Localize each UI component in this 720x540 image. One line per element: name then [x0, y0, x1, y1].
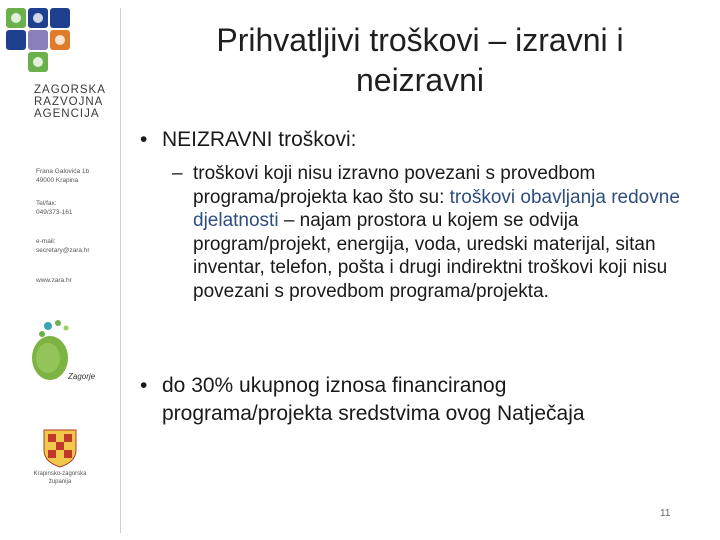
- sidebar-divider: [120, 8, 121, 533]
- sub-text-part-2: – najam prostora u kojem se odvija program/projekt, energija, voda, uredski materijal, sitan inventar, telefon, pošta i drugi indirektni troškovi koji nisu povezani s provedbom programa/projekta.: [193, 210, 668, 302]
- bullet-indirect-costs: [140, 126, 356, 154]
- address-line-1: Frana Galovića 1b: [36, 168, 90, 175]
- county-label: Krapinsko-zagorska županija: [33, 471, 87, 485]
- sub-text-highlight: troškovi obavljanja redovne djelatnosti: [193, 186, 680, 231]
- dash-icon: –: [172, 163, 183, 184]
- sub-text-part-1: troškovi koji nisu izravno povezani s provedbom programa/projekta kao što su:: [193, 163, 596, 208]
- logo-line-1: ZAGORSKA: [34, 84, 106, 96]
- bullet-text: do 30% ukupnog iznosa financiranog programa/projekta sredstvima ovog Natječaja: [162, 374, 585, 425]
- contact-phone: [36, 200, 73, 217]
- slide-title: [150, 20, 690, 100]
- bullet-icon: •: [140, 128, 148, 151]
- website-link[interactable]: www.zara.hr: [36, 277, 72, 284]
- email-label: e-mail:: [36, 238, 56, 245]
- sub-bullet-text: [193, 162, 692, 303]
- logo-line-2: RAZVOJNA: [34, 96, 104, 108]
- agency-logo-text: [34, 84, 106, 120]
- phone-value: 049/373-161: [36, 208, 73, 216]
- sub-bullet-definition: [172, 162, 692, 303]
- sidebar: [0, 0, 120, 540]
- agency-logo-icon: [4, 6, 74, 76]
- contact-address: [36, 168, 89, 185]
- zagorje-label: Zagorje: [68, 372, 96, 381]
- page-number: 11: [660, 508, 671, 519]
- bullet-icon: •: [140, 374, 148, 397]
- logo-line-3: AGENCIJA: [34, 108, 100, 120]
- phone-label: Tel/fax:: [36, 200, 57, 207]
- address-line-2: 49000 Krapina: [36, 176, 79, 184]
- title-line-1: Prihvatljivi troškovi – izravni i: [216, 22, 624, 58]
- contact-web: [36, 277, 72, 286]
- email-value[interactable]: secretary@zara.hr: [36, 246, 90, 254]
- contact-email: [36, 238, 90, 255]
- coat-of-arms-icon: [40, 428, 80, 468]
- title-line-2: neizravni: [355, 62, 485, 98]
- bullet-funding-limit: [140, 372, 640, 428]
- bullet-text: NEIZRAVNI troškovi:: [162, 128, 357, 151]
